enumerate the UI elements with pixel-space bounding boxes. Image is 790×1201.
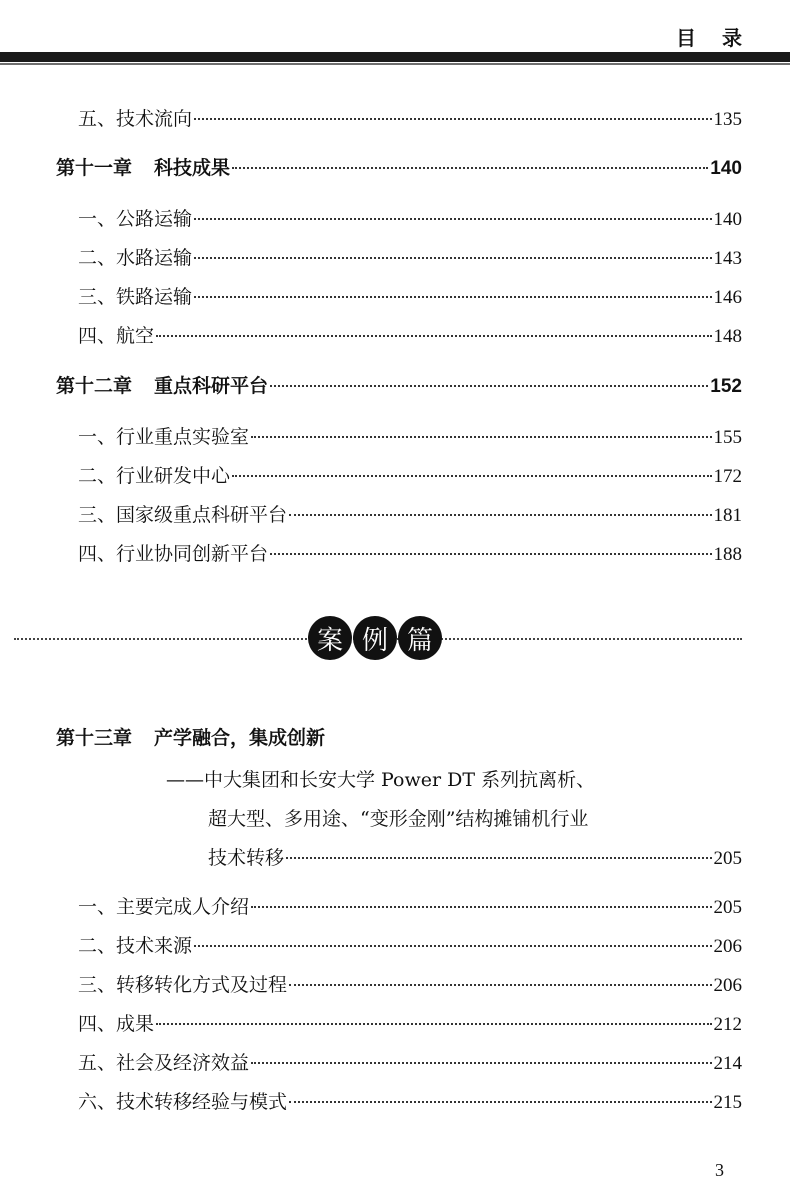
toc-entry[interactable]: [78, 461, 742, 488]
dot-leader: [289, 514, 711, 516]
chapter-page: 140: [710, 158, 742, 179]
chapter-page: 152: [710, 376, 742, 397]
toc-entry-page: 181: [713, 505, 742, 526]
dot-leader: [194, 257, 711, 259]
toc-entry[interactable]: [78, 422, 742, 449]
toc-entry[interactable]: [78, 321, 742, 348]
chapter-subtitle-line: ——中大集团和长安大学 Power DT 系列抗离析、: [166, 769, 596, 791]
toc-entry-label: 三、转移转化方式及过程: [78, 974, 288, 996]
dot-leader: [251, 1062, 711, 1064]
section-title-badges: [308, 616, 442, 660]
section-char-badge: 案: [308, 616, 352, 660]
toc-chapter-13[interactable]: [56, 723, 742, 750]
header-rule-thin: [0, 63, 790, 65]
toc-entry-page: 146: [713, 287, 742, 308]
toc-entry[interactable]: [78, 892, 742, 919]
chapter-number: 第十二章: [56, 375, 133, 397]
toc-entry[interactable]: [78, 204, 742, 231]
dot-leader: [270, 385, 708, 387]
toc-entry-label: 五、社会及经济效益: [78, 1052, 250, 1074]
dot-leader: [194, 296, 711, 298]
section-char-badge: 例: [353, 616, 397, 660]
chapter-title: 重点科研平台: [154, 375, 269, 397]
toc-entry-page: 212: [713, 1014, 742, 1035]
toc-entry[interactable]: [78, 970, 742, 997]
toc-entry-page: 206: [713, 936, 742, 957]
toc-entry[interactable]: [78, 243, 742, 270]
toc-entry-page: 172: [713, 466, 742, 487]
toc-entry-page: 135: [713, 109, 742, 130]
toc-entry-label: 三、铁路运输: [78, 286, 193, 308]
toc-entry-page: 140: [713, 209, 742, 230]
toc-entry-label: 四、航空: [78, 325, 155, 347]
toc-entry-page: 205: [713, 848, 742, 869]
header-rule-thick: [0, 52, 790, 62]
toc-entry[interactable]: [78, 282, 742, 309]
section-char-badge: 篇: [398, 616, 442, 660]
dot-leader: [156, 1023, 711, 1025]
toc-entry-label: 五、技术流向: [78, 108, 193, 130]
dot-leader: [194, 218, 711, 220]
toc-entry-page: 206: [713, 975, 742, 996]
toc-entry-page: 215: [713, 1092, 742, 1113]
toc-entry[interactable]: [78, 539, 742, 566]
header-char: 录: [722, 26, 742, 50]
dot-leader: [156, 335, 711, 337]
chapter-subtitle-line: 技术转移: [208, 847, 285, 869]
toc-entry-label: 二、水路运输: [78, 247, 193, 269]
toc-entry-label: 六、技术转移经验与模式: [78, 1091, 288, 1113]
toc-entry-label: 一、主要完成人介绍: [78, 896, 250, 918]
chapter-number: 第十一章: [56, 157, 133, 179]
dot-leader: [251, 906, 711, 908]
toc-entry-label: 四、成果: [78, 1013, 155, 1035]
toc-entry-label: 一、行业重点实验室: [78, 426, 250, 448]
toc-entry[interactable]: [78, 104, 742, 131]
dot-leader: [232, 167, 708, 169]
toc-entry[interactable]: [78, 1009, 742, 1036]
toc-entry-label: 二、行业研发中心: [78, 465, 231, 487]
dot-leader: [289, 984, 711, 986]
toc-entry-page: 205: [713, 897, 742, 918]
chapter-number: 第十三章: [56, 727, 133, 749]
dot-leader: [194, 945, 711, 947]
toc-entry-label: 二、技术来源: [78, 935, 193, 957]
chapter-title: 科技成果: [154, 157, 231, 179]
toc-entry-label: 三、国家级重点科研平台: [78, 504, 288, 526]
toc-entry-page: 143: [713, 248, 742, 269]
header-char: 目: [676, 26, 696, 50]
toc-chapter-12[interactable]: [56, 371, 742, 398]
running-header-title: [676, 22, 742, 51]
toc-entry-page: 148: [713, 326, 742, 347]
toc-entry[interactable]: [78, 931, 742, 958]
toc-entry-label: 四、行业协同创新平台: [78, 543, 269, 565]
toc-entry[interactable]: [78, 1048, 742, 1075]
toc-entry-page: 188: [713, 544, 742, 565]
chapter-subtitle-entry[interactable]: [208, 843, 742, 870]
chapter-subtitle-line: 超大型、多用途、“变形金刚”结构摊铺机行业: [208, 808, 589, 830]
dot-leader: [289, 1101, 711, 1103]
dot-leader: [194, 118, 711, 120]
toc-entry-page: 155: [713, 427, 742, 448]
toc-entry-page: 214: [713, 1053, 742, 1074]
chapter-title: 产学融合，集成创新: [154, 727, 326, 749]
page-number: 3: [715, 1160, 724, 1180]
toc-entry[interactable]: [78, 1087, 742, 1114]
dot-leader: [232, 475, 711, 477]
toc-entry[interactable]: [78, 500, 742, 527]
dot-leader: [270, 553, 711, 555]
dot-leader: [286, 857, 711, 859]
dot-leader: [251, 436, 711, 438]
toc-chapter-11[interactable]: [56, 153, 742, 180]
toc-entry-label: 一、公路运输: [78, 208, 193, 230]
